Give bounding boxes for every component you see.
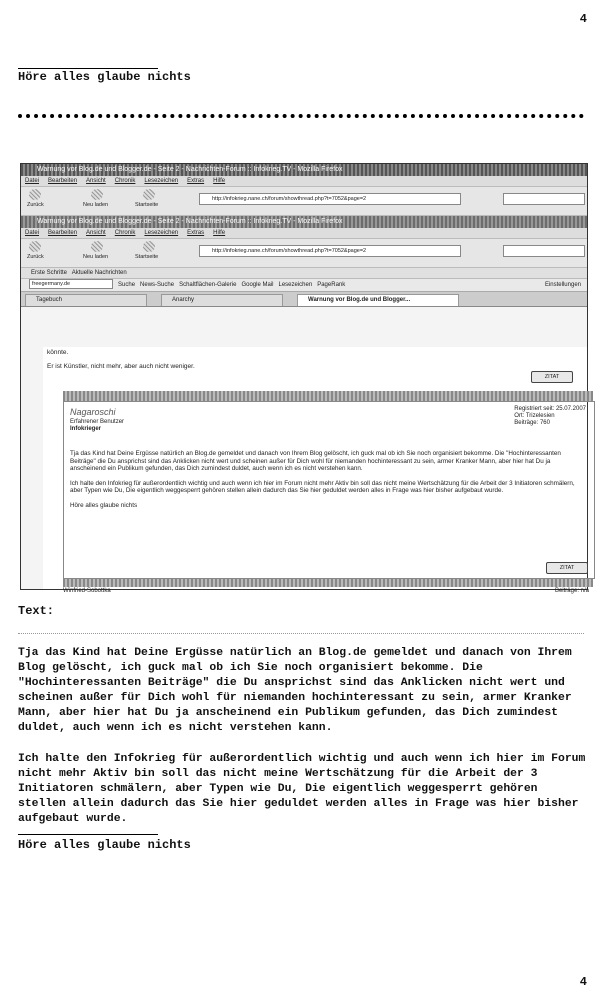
post-header-bar bbox=[63, 579, 593, 587]
body-paragraph-2: Ich halte den Infokrieg für außerordentlich wichtig und auch wenn ich hier im Forum nicht mehr Aktiv bin soll das nicht meine Wertschätzung für die Arbeit der 3 Initiatoren schmälern, aber Typen wie Du, Die eigentlich weggesperrt gehören stellen allein dadurch das Sie hier geduldet werden alles in Frage was hier bisher aufgebaut wurde. bbox=[18, 753, 586, 825]
text-label: Text: bbox=[18, 604, 55, 618]
tab-anarchy[interactable]: Anarchy bbox=[161, 294, 283, 306]
transcribed-text bbox=[18, 646, 590, 843]
user-rank-label: Erfahrener Benutzer bbox=[70, 419, 125, 425]
menu-item-bearbeiten[interactable]: Bearbeiten bbox=[48, 178, 78, 184]
back-arrow-icon[interactable] bbox=[29, 189, 41, 200]
page-number-top: 4 bbox=[579, 12, 587, 26]
home-button-label[interactable]: Startseite bbox=[135, 254, 159, 260]
embedded-browser-screenshot bbox=[20, 163, 589, 594]
google-news-suche[interactable]: News-Suche bbox=[140, 282, 175, 288]
previous-post-line: könnte. bbox=[47, 349, 69, 356]
next-post-count: Beiträge: n/a bbox=[554, 588, 589, 594]
web-search-box[interactable] bbox=[503, 193, 585, 205]
google-galerie[interactable]: Schaltflächen-Galerie bbox=[179, 282, 237, 288]
signature-rule-bottom bbox=[18, 834, 158, 835]
menu-item-datei[interactable]: Datei bbox=[25, 178, 40, 184]
reload-icon[interactable] bbox=[91, 189, 103, 200]
post-paragraph: Ich halte den Infokrieg für außerordentlich wichtig und auch wenn ich hier im Forum nicht mehr Aktiv bin soll das nicht meine Wertschätzung für die Arbeit der 3 Initiatoren schmälern, aber Typen wie Du, Die eigentlich weggesperrt gehören stellen allein dadurch das Sie hier geduldet werden alles in Frage was hier bisher aufgebaut wurde. bbox=[70, 479, 575, 494]
bookmark-erste-schritte[interactable]: Erste Schritte bbox=[31, 270, 68, 276]
back-arrow-icon[interactable] bbox=[29, 241, 41, 252]
next-post-header bbox=[63, 587, 593, 595]
back-button-label[interactable]: Zurück bbox=[27, 202, 44, 208]
menu-item-ansicht[interactable]: Ansicht bbox=[86, 230, 106, 236]
tab-warnung[interactable]: Warnung vor Blog.de und Blogger... bbox=[297, 294, 459, 306]
user-rank bbox=[70, 419, 124, 433]
body-paragraph-1: Tja das Kind hat Deine Ergüsse natürlich an Blog.de gemeldet und danach von Ihrem Blog gelöscht, ich guck mal ob ich Sie noch organisiert bekomme. Die "Hochinteressanten Beiträge" die Du ansprichst sind das Anklicken nicht wert und scheinen außer für Dich wohl für niemanden hochinteressant zu sein, armer Kranker Mann, aber hier hat Du ja anscheinend ein Publikum gefunden, das Dich zumindest duldet, auch wenn ich es nicht verstehen kann. bbox=[18, 647, 572, 734]
quote-button[interactable]: ZITAT bbox=[546, 562, 588, 574]
previous-post-text bbox=[47, 349, 557, 371]
dotted-separator bbox=[18, 114, 584, 118]
signature-rule-top bbox=[18, 68, 158, 69]
reload-button-label[interactable]: Neu laden bbox=[83, 202, 109, 208]
menu-bar bbox=[21, 176, 587, 187]
next-post-username[interactable]: Winfried-Sobottka bbox=[63, 588, 111, 594]
window-title-duplicate: Warnung vor Blog.de und Blogger.de - Seite 2 - Nachrichten-Forum :: Infokrieg.TV - Mozilla Firefox bbox=[21, 216, 587, 228]
tab-tagebuch[interactable]: Tagebuch bbox=[25, 294, 147, 306]
quote-button[interactable]: ZITAT bbox=[531, 371, 573, 383]
menu-item-chronik[interactable]: Chronik bbox=[114, 230, 136, 236]
google-lesezeichen[interactable]: Lesezeichen bbox=[278, 282, 313, 288]
post-body bbox=[70, 450, 584, 516]
navigation-toolbar-duplicate bbox=[21, 239, 587, 268]
forum-content bbox=[43, 347, 589, 594]
post-signature: Höre alles glaube nichts bbox=[70, 501, 138, 509]
post-paragraph: Tja das Kind hat Deine Ergüsse natürlich an Blog.de gemeldet und danach von Ihrem Blog gelöscht, ich guck mal ob ich Sie noch organisiert bekomme. Die "Hochinteressanten Beiträge" die Du ansprichst sind das Anklicken nicht wert und scheinen außer für Dich wohl für niemanden hochinteressant zu sein, armer Kranker Mann, aber hier hat Du ja anscheinend ein Publikum gefunden, das Dich zumindest duldet, auch wenn ich es nicht verstehen kann. bbox=[70, 450, 561, 472]
home-button-label[interactable]: Startseite bbox=[135, 202, 159, 208]
home-icon[interactable] bbox=[143, 241, 155, 252]
menu-item-hilfe[interactable]: Hilfe bbox=[213, 178, 226, 184]
menu-item-datei[interactable]: Datei bbox=[25, 230, 40, 236]
url-bar[interactable]: http://infokrieg.nane.ch/forum/showthread.php?t=7052&page=2 bbox=[199, 245, 461, 257]
google-toolbar bbox=[21, 279, 587, 292]
tab-bar bbox=[21, 292, 587, 307]
user-group-label: Infokrieger bbox=[70, 426, 102, 432]
home-icon[interactable] bbox=[143, 189, 155, 200]
signature-bottom: Höre alles glaube nichts bbox=[18, 838, 191, 852]
google-pagerank: PageRank bbox=[317, 282, 346, 288]
bookmarks-bar bbox=[21, 268, 587, 279]
reload-icon[interactable] bbox=[91, 241, 103, 252]
google-search-input[interactable]: freegermany.de bbox=[29, 279, 113, 289]
bookmark-aktuelle-nachrichten[interactable]: Aktuelle Nachrichten bbox=[71, 270, 127, 276]
menu-item-bearbeiten[interactable]: Bearbeiten bbox=[48, 230, 78, 236]
thin-separator bbox=[18, 633, 584, 634]
post-username[interactable]: Nagaroschi bbox=[70, 407, 116, 417]
previous-post-line: Er ist Künstler, nicht mehr, aber auch nicht weniger. bbox=[47, 363, 195, 370]
menu-item-ansicht[interactable]: Ansicht bbox=[86, 178, 106, 184]
window-title: Warnung vor Blog.de und Blogger.de - Seite 2 - Nachrichten-Forum :: Infokrieg.TV - Mozilla Firefox bbox=[21, 164, 587, 176]
menu-item-lesezeichen[interactable]: Lesezeichen bbox=[144, 230, 179, 236]
navigation-toolbar bbox=[21, 187, 587, 216]
web-search-box[interactable] bbox=[503, 245, 585, 257]
menu-item-hilfe[interactable]: Hilfe bbox=[213, 230, 226, 236]
reload-button-label[interactable]: Neu laden bbox=[83, 254, 109, 260]
post-header-bar bbox=[63, 391, 593, 401]
menu-item-chronik[interactable]: Chronik bbox=[114, 178, 136, 184]
signature-top: Höre alles glaube nichts bbox=[18, 70, 191, 84]
url-bar[interactable]: http://infokrieg.nane.ch/forum/showthread.php?t=7052&page=2 bbox=[199, 193, 461, 205]
menu-item-extras[interactable]: Extras bbox=[187, 230, 205, 236]
google-suche[interactable]: Suche bbox=[118, 282, 136, 288]
menu-bar-duplicate bbox=[21, 228, 587, 239]
menu-item-extras[interactable]: Extras bbox=[187, 178, 205, 184]
forum-post bbox=[63, 401, 595, 579]
user-info bbox=[514, 406, 586, 427]
registered-date: Registriert seit: 25.07.2007 bbox=[514, 406, 586, 412]
menu-item-lesezeichen[interactable]: Lesezeichen bbox=[144, 178, 179, 184]
google-einstellungen[interactable]: Einstellungen bbox=[544, 282, 581, 288]
page-number-bottom: 4 bbox=[579, 975, 587, 989]
back-button-label[interactable]: Zurück bbox=[27, 254, 44, 260]
user-location: Ort: Trizelesien bbox=[514, 413, 555, 419]
google-mail[interactable]: Google Mail bbox=[241, 282, 274, 288]
post-count: Beiträge: 760 bbox=[514, 420, 550, 426]
